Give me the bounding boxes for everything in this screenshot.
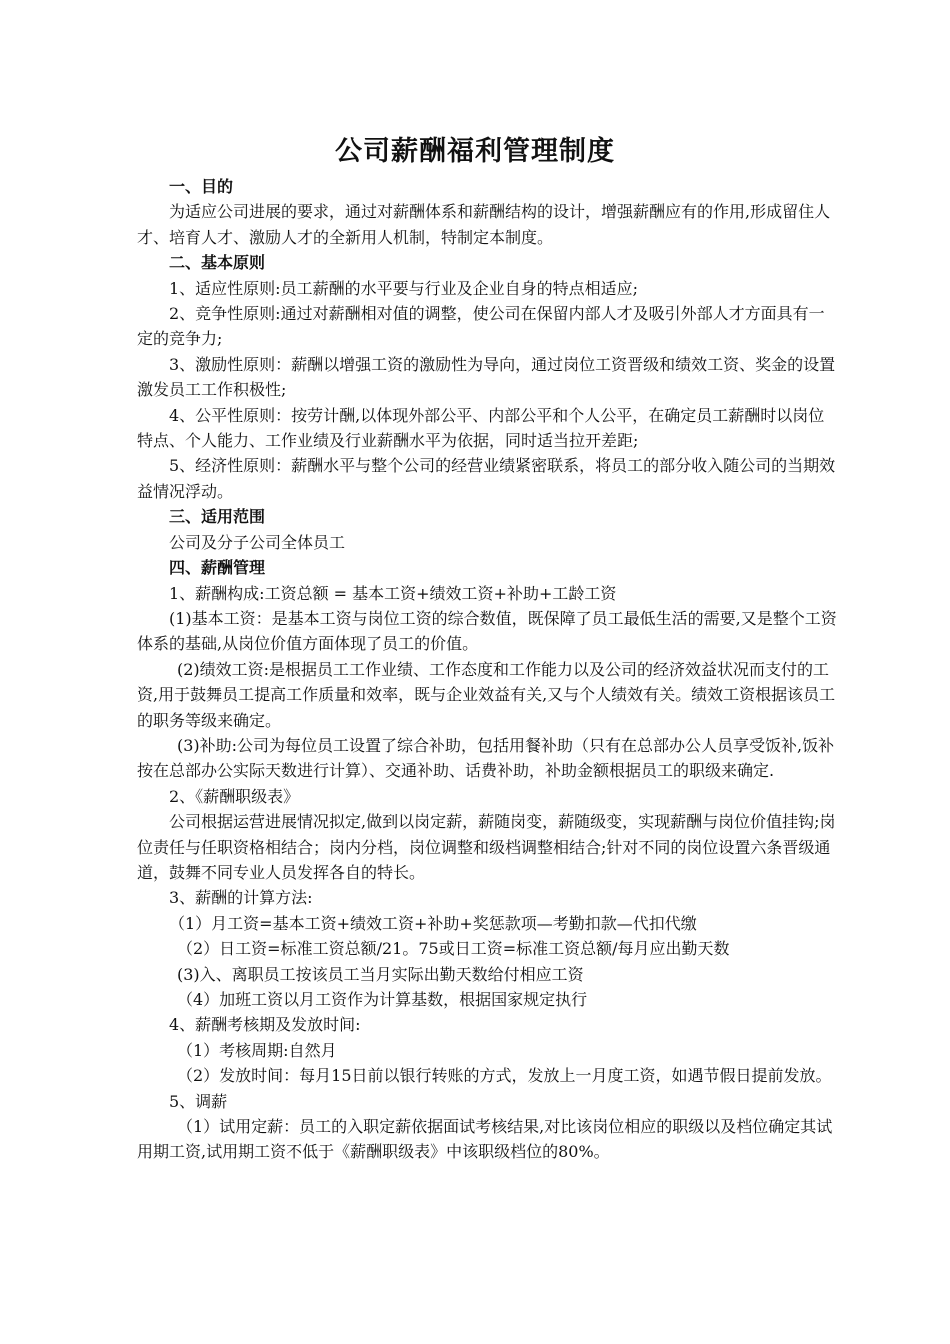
body-paragraph: 3、激励性原则：薪酬以增强工资的激励性为导向，通过岗位工资晋级和绩效工资、奖金的设置激发员工工作积极性; [137, 354, 836, 400]
section-heading: 四、薪酬管理 [169, 558, 266, 578]
body-paragraph: 公司根据运营进展情况拟定,做到以岗定薪，薪随岗变，薪随级变，实现薪酬与岗位价值挂钩;岗位责任与任职资格相结合；岗内分档，岗位调整和级档调整相结合;针对不同的岗位设置六条晋级通道，鼓舞不同专业人员发挥各自的特长。 [137, 812, 836, 882]
body-paragraph: 公司及分子公司全体员工 [169, 532, 346, 552]
body-paragraph: (3)入、离职员工按该员工当月实际出勤天数给付相应工资 [177, 964, 584, 984]
body-paragraph: （1）考核周期:自然月 [177, 1040, 337, 1060]
section-heading: 二、基本原则 [169, 253, 266, 273]
body-paragraph: （2）日工资=标准工资总额/21。75或日工资=标准工资总额/每月应出勤天数 [177, 939, 730, 959]
body-paragraph: (1)基本工资：是基本工资与岗位工资的综合数值，既保障了员工最低生活的需要,又是整个工资体系的基础,从岗位价值方面体现了员工的价值。 [137, 608, 837, 654]
section-heading: 三、适用范围 [169, 507, 266, 527]
body-paragraph: 1、适应性原则:员工薪酬的水平要与行业及企业自身的特点相适应; [169, 278, 638, 298]
document-body [137, 174, 837, 1165]
body-paragraph: 4、公平性原则：按劳计酬,以体现外部公平、内部公平和个人公平，在确定员工薪酬时以岗位特点、个人能力、工作业绩及行业薪酬水平为依据，同时适当拉开差距; [137, 405, 825, 451]
body-paragraph: 2、竞争性原则:通过对薪酬相对值的调整，使公司在保留内部人才及吸引外部人才方面具有一定的竞争力; [137, 304, 825, 349]
body-paragraph: 1、薪酬构成:工资总额 = 基本工资+绩效工资+补助+工龄工资 [169, 583, 617, 603]
body-paragraph: (3)补助:公司为每位员工设置了综合补助，包括用餐补助（只有在总部办公人员享受饭补,饭补按在总部办公实际天数进行计算）、交通补助、话费补助，补助金额根据员工的职级来确定. [137, 735, 835, 781]
body-paragraph: （4）加班工资以月工资作为计算基数，根据国家规定执行 [177, 990, 588, 1009]
body-paragraph: (2)绩效工资:是根据员工工作业绩、工作态度和工作能力以及公司的经济效益状况而支付的工资,用于鼓舞员工提高工作质量和效率，既与企业效益有关,又与个人绩效有关。绩效工资根据该员工的职务等级来确定。 [137, 659, 836, 730]
section-heading: 一、目的 [169, 177, 234, 196]
document-title: 公司薪酬福利管理制度 [335, 136, 615, 167]
body-paragraph: 5、调薪 [169, 1091, 228, 1111]
body-paragraph: （1）试用定薪：员工的入职定薪依据面试考核结果,对比该岗位相应的职级以及档位确定其试用期工资,试用期工资不低于《薪酬职级表》中该职级档位的80%。 [137, 1117, 833, 1162]
body-paragraph: 为适应公司进展的要求，通过对薪酬体系和薪酬结构的设计，增强薪酬应有的作用,形成留住人才、培育人才、激励人才的全新用人机制，特制定本制度。 [137, 202, 831, 247]
body-paragraph: 4、薪酬考核期及发放时间: [169, 1015, 361, 1035]
body-paragraph: （1）月工资=基本工资+绩效工资+补助+奖惩款项—考勤扣款—代扣代缴 [169, 913, 697, 933]
body-paragraph: 2、《薪酬职级表》 [169, 786, 300, 806]
body-paragraph: （2）发放时间：每月15日前以银行转账的方式，发放上一月度工资，如遇节假日提前发放。 [177, 1066, 832, 1086]
body-paragraph: 5、经济性原则：薪酬水平与整个公司的经营业绩紧密联系，将员工的部分收入随公司的当期效益情况浮动。 [137, 456, 836, 501]
body-paragraph: 3、薪酬的计算方法: [169, 888, 313, 908]
